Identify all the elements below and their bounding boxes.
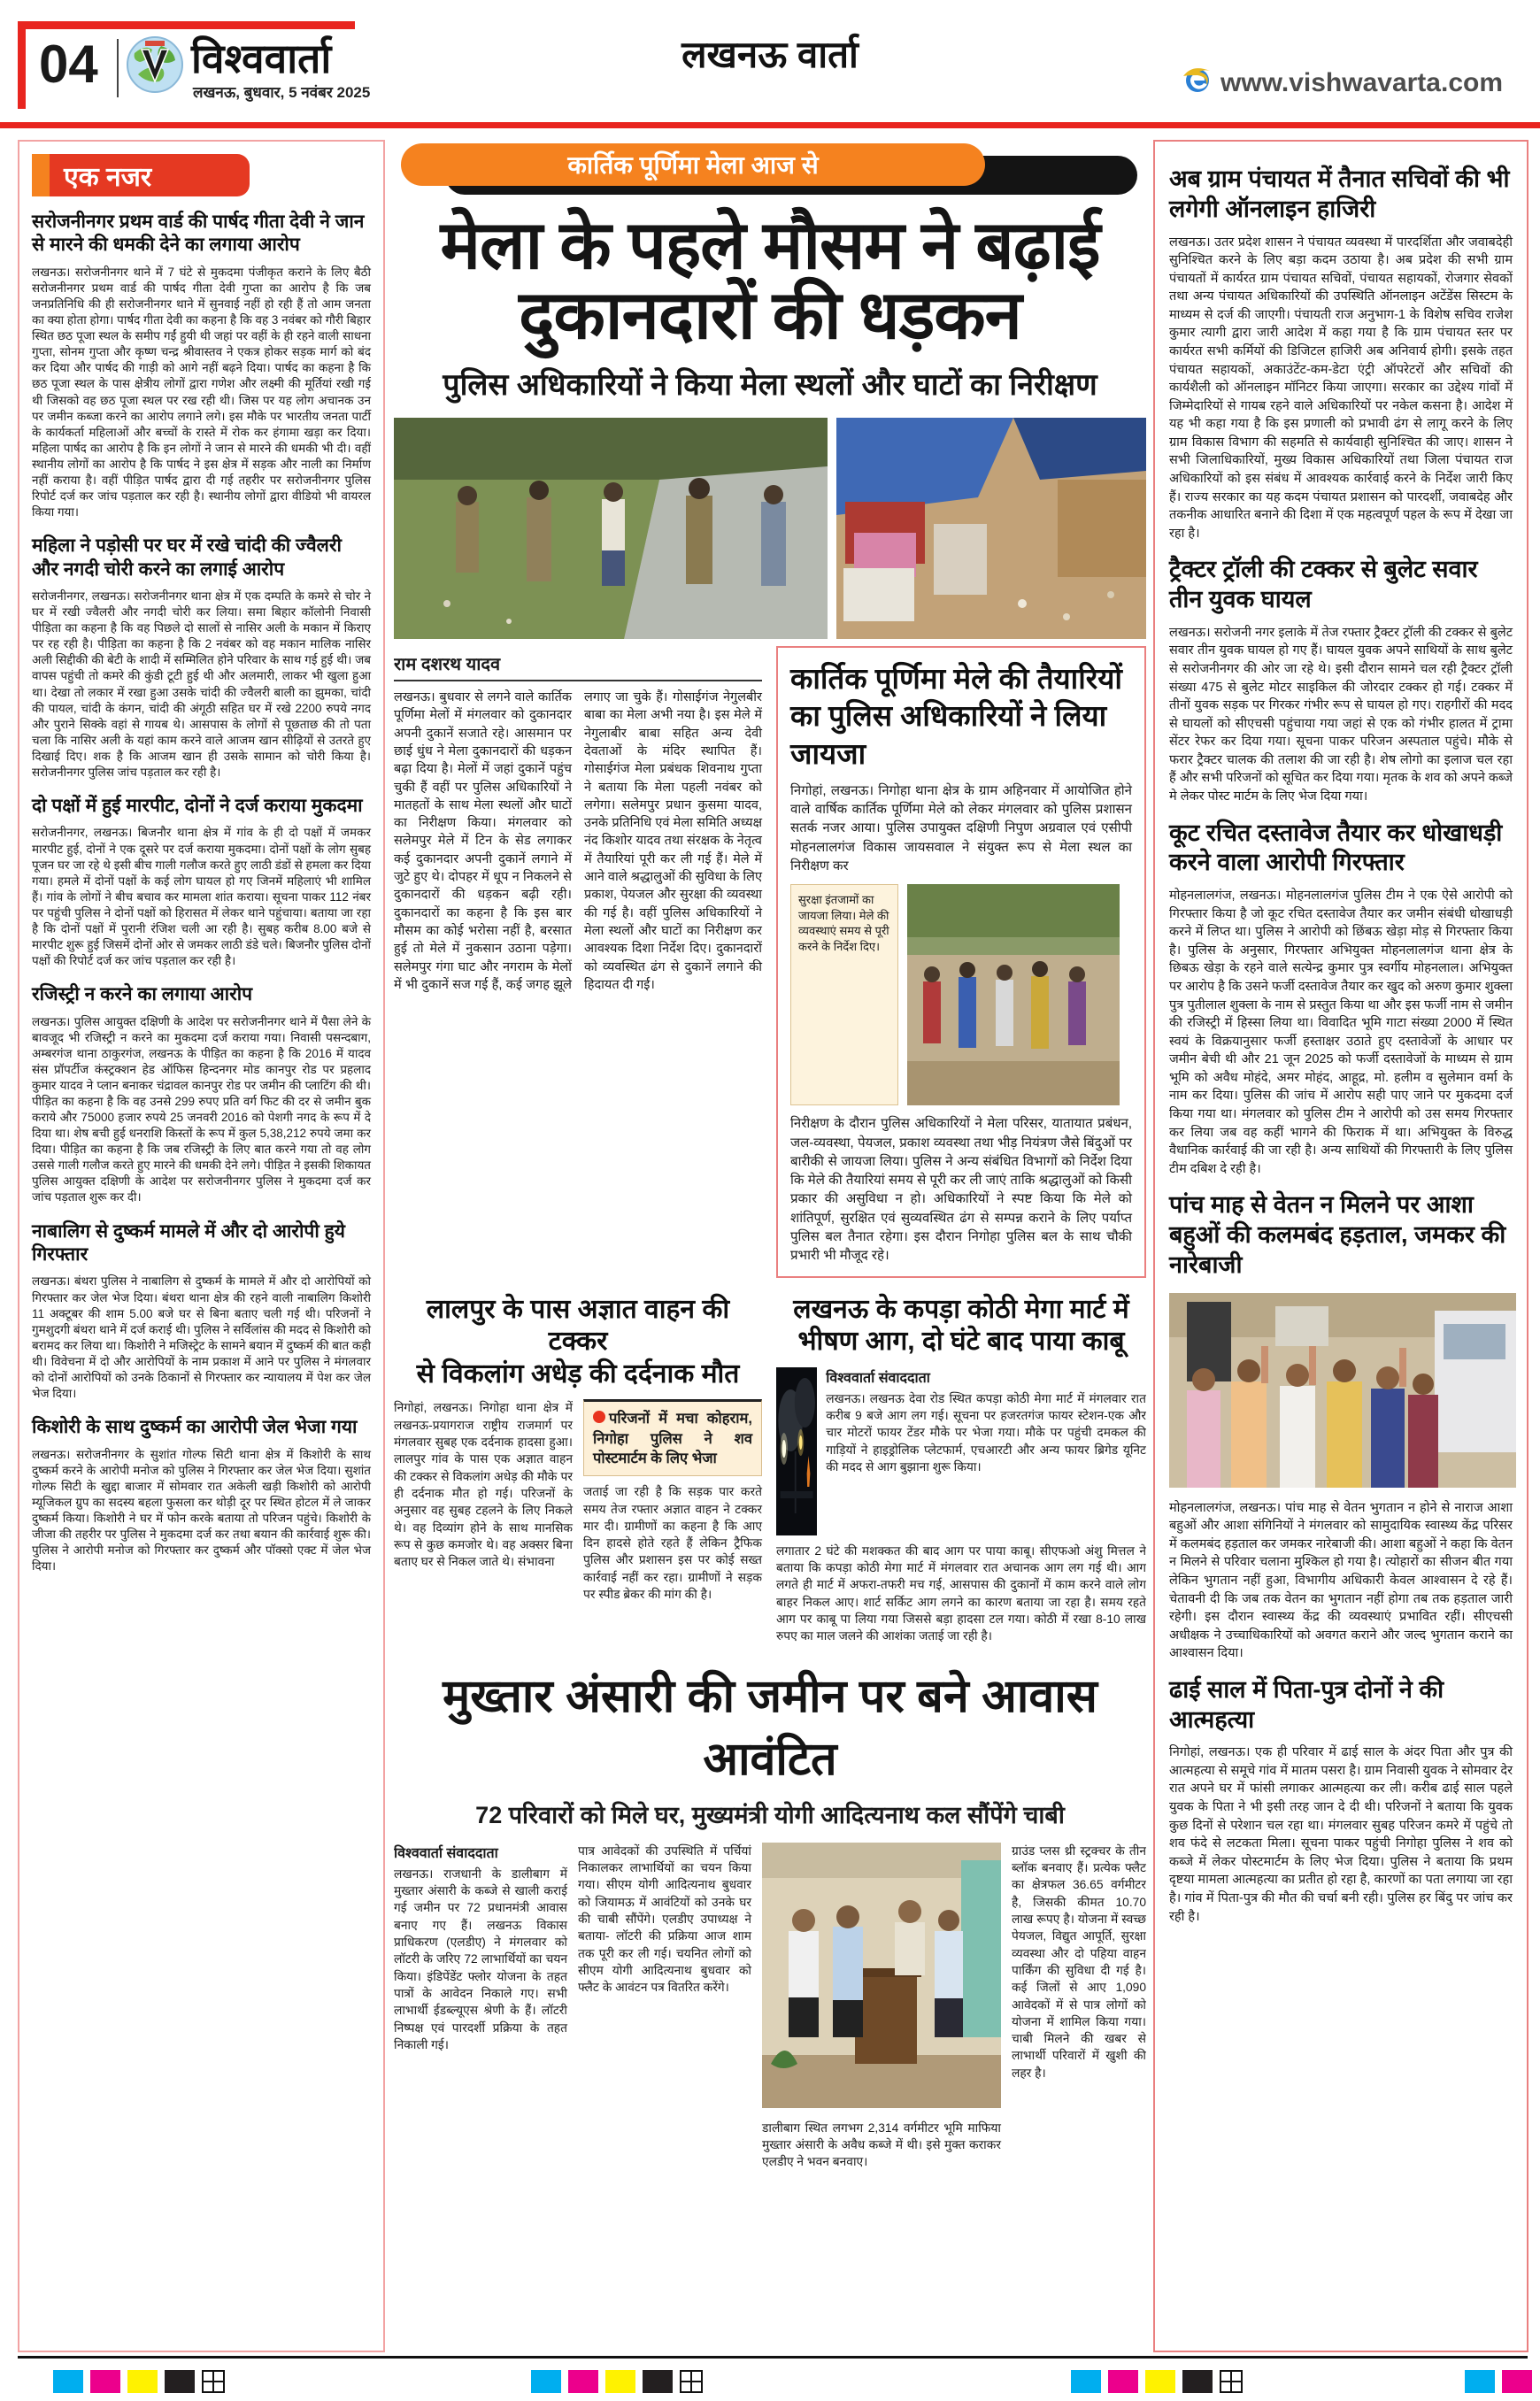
center-section: [394, 140, 1146, 2357]
mukhtar-story: [394, 1663, 1146, 2171]
mukhtar-col4: ग्राउंड प्लस थ्री स्ट्रक्चर के तीन ब्लॉक बनवाए हैं। प्रत्येक फ्लैट का क्षेत्रफल 36.65 वर्गमीटर है, जिसकी कीमत 10.70 लाख रूपए है। योजना में स्वच्छ पेयजल, विद्युत आपूर्ति, सुरक्षा व्यवस्था और दो पहिया वाहन पार्किंग की सुविधा दी गई है। कई जिलों से आए 1,090 आवेदकों में से पात्र लोगों को योजना में शामिल किया गया। चाबी मिलने की खबर से लाभार्थी परिवारों में खुशी की लहर है।: [1012, 1843, 1146, 2080]
edition-dateline: लखनऊ, बुधवार, 5 नवंबर 2025: [193, 84, 371, 101]
lalpur-headline: लालपुर के पास अज्ञात वाहन की टक्कर से विकलांग अधेड़ की दर्दनाक मौत: [416, 1294, 740, 1389]
lead-story-text: [394, 646, 762, 1278]
story-headline: ट्रैक्टर ट्रॉली की टक्कर से बुलेट सवार तीन युवक घायल: [1169, 556, 1478, 613]
story-headline: सरोजनीनगर प्रथम वार्ड की पार्षद गीता देवी ने जान से मारने की धमकी देने का लगाया आरोप: [32, 212, 365, 256]
vishwavarta-globe-logo: [126, 35, 184, 94]
story-body: निगोहां, लखनऊ। एक ही परिवार में ढाई साल के अंदर पिता और पुत्र की आत्महत्या से समूचे गांव में मातम पसरा है। ग्राम निवासी युवक ने सोमवार देर रात अपने घर में फांसी लगाकर आत्महत्या कर ली। करीब ढाई साल पहले युवक के पिता ने भी इसी तरह जान दे दी थी। परिजनों ने बताया कि युवक कुछ दिनों से परेशान चल रहा था। मंगलवार सुबह परिजन कमरे में पहुंचे तो शव फंदे से लटकता मिला। सूचना पाकर पहुंची निगोहा पुलिस ने शव को कब्जे में लेकर पोस्टमार्टम के लिए भेज दिया। पुलिस ने बताया कि प्रथम दृष्टया मामला आत्महत्या का प्रतीत हो रहा है, कारणों का पता लगाया जा रहा है। गांव में पिता-पुत्र की मौत की चर्चा बनी रही। पुलिस हर बिंदु पर जांच कर रही है।: [1169, 1745, 1513, 1924]
color-calibration-bar-partial: [1465, 2370, 1532, 2393]
yellow-patch: [1145, 2370, 1175, 2393]
lead-headline: मेला के पहले मौसम ने बढ़ाई दुकानदारों की धड़कन: [440, 208, 1100, 354]
bullet-dot-icon: [593, 1411, 605, 1423]
story-body: मोहनलालगंज, लखनऊ। मोहनलालगंज पुलिस टीम ने एक ऐसे आरोपी को गिरफ्तार किया है जो कूट रचित दस्तावेज तैयार कर जमीन संबंधी धोखाधड़ी करने में लिप्त था। पुलिस ने आरोपी को छिंबऊ खेड़ा मोड़ से गिरफ्तार किया है। पुलिस के अनुसार, गिरफ्तार अभियुक्त मोहनलालगंज थाना क्षेत्र के छिबऊ खेड़ा के रहने वाले सत्येन्द्र कुमार पुत्र स्वर्गीय मोहनलाल। अभियुक्त पर आरोप है कि उसने फर्जी दस्तावेज तैयार कर खुद को अरुण कुमार शुक्ला पुत्र पुतीलाल शुक्ला के नाम से प्रस्तुत किया था और इस फर्जी नाम से जमीन की रजिस्ट्री में हिस्सा लिया था। विवादित भूमि गाटा संख्या 2000 में स्थित स्वयं के विक्रयानुसार फर्जी हस्ताक्षर उठाते हुए दस्तावेजों के आधार पर जमीन बेची थी और 21 जून 2025 को फर्जी दस्तावेजों के माध्यम से ग्राम भूमि को अवैध मोहंदे, अमर मोहंद, आहूद्र, मो. हलीम व सुलेमान वर्मा के नाम कर दिया। पुलिस की जांच में आरोप सही पाए जाने पर मुकदमा दर्ज किया गया था। मंगलवार को पुलिस टीम ने आरोपी को उस समय गिरफ्तार कर लिया जब वह कहीं भागने की फिराक में था। अभियुक्त के विरुद्ध वैधानिक कार्रवाई की जा रही है। अन्य साथियों की गिरफ्तारी के लिए पुलिस टीम दबिश दे रही है।: [1169, 889, 1513, 1176]
jayja-inset-note: सुरक्षा इंतजामों का जायजा लिया। मेले की व्यवस्थाएं समय से पूरी करने के निर्देश दिए।: [790, 884, 898, 1105]
story-body: मोहनलालगंज, लखनऊ। पांच माह से वेतन भुगतान न होने से नाराज आशा बहुओं और आशा संगिनियों ने मंगलवार को सामुदायिक स्वास्थ्य केंद्र परिसर में कलमबंद हड़ताल कर जमकर नारेबाजी की। आशा बहुओं ने कहा कि वेतन न मिलने से परिवार चलाना मुश्किल हो गया है। त्योहारों का सीजन बीत गया लेकिन भुगतान नहीं हुआ, विभागीय अधिकारी केवल आश्वासन दे रहे हैं। चेतावनी दी कि जब तक वेतन का भुगतान नहीं होगा तब तक हड़ताल जारी रहेगी। इस दौरान स्वास्थ्य केंद्र की व्यवस्थाएं प्रभावित रहीं। सीएचसी अधीक्षक ने उच्चाधिकारियों को अवगत कराने और जल्द भुगतान कराने का आश्वासन दिया।: [1169, 1500, 1513, 1661]
fire-byline: विश्ववार्ता संवाददाता: [826, 1370, 930, 1386]
registration-mark: [202, 2370, 225, 2393]
photo-fire-night: [776, 1367, 817, 1535]
story-body: लखनऊ। पुलिस आयुक्त दक्षिणी के आदेश पर सरोजनीनगर थाने में पैसा लेने के बावजूद भी रजिस्ट्री न करने का मुकदमा दर्ज कराया गया। निवासी पसन्दबाग, अम्बरगंज थाना ठाकुरगंज, लखनऊ के पीड़ित का कहना है कि 2016 में यादव संस प्रॉपर्टीज कंस्ट्रक्शन हेड ऑफिस हिन्दनगर मोड कानपुर रोड पर प्रहलाद कुमार यादव ने प्लान बनाकर चंद्रावल कानपुर रोड पर जमीन की प्लाटिंग की थी। पीड़ित का कहना है कि वह उनसे 299 रुपए प्रति वर्ग फिट की दर से जमीन बुक कराये और 75000 हजार रुपये 25 जनवरी 2016 को पेशगी नगद के रूप में दे दिया था। शेष बची हुई धनराशि किस्तों के रूप में कुल 5,38,212 रुपये जमा कर दिया। पीड़ित का कहना है कि जब रजिस्ट्री के लिए बात करने गया तो वह लोग उससे गाली गलौज करते हुए मारने की धमकी देने लगे। पीड़ित ने इसकी शिकायत पुलिस आयुक्त दक्षिणी के आदेश पर सरोजनीनगर पुलिस ने मुकदमा दर्ज कर जांच पड़ताल शुरू कर दी।: [32, 1014, 371, 1204]
story-body: लखनऊ। बंथरा पुलिस ने नाबालिग से दुष्कर्म के मामले में और दो आरोपियों को गिरफ्तार कर जेल भेज दिया। बंथरा थाना क्षेत्र की रहने वाली नाबालिग किशोरी 11 अक्टूबर की शाम 5.00 बजे घर से बिना बताए चली गई थी। परिजनों ने गुमशुदगी बंथरा थाने में दर्ज कराई थी। पुलिस ने सर्विलांस की मदद से किशोरी को बरामद कर लिया था। किशोरी ने मजिस्ट्रेट के सामने बयान में दुष्कर्म की बात कही थी। विवेचना में दो और आरोपियों के नाम प्रकाश में आने पर पुलिस ने मंगलवार को दोनों आरोपियों को उनके ठिकानों से गिरफ्तार कर न्यायालय में पेश कर जेल भेज दिया।: [32, 1274, 371, 1400]
color-calibration-bar: [1071, 2370, 1243, 2393]
right-story: [1169, 819, 1513, 1179]
mukhtar-byline: विश्ववार्ता संवाददाता: [394, 1845, 498, 1861]
black-patch: [165, 2370, 195, 2393]
right-story: [1169, 555, 1513, 805]
yellow-patch: [605, 2370, 635, 2393]
jayja-story-box: [776, 646, 1146, 1278]
story-headline: अब ग्राम पंचायत में तैनात सचिवों की भी लगेगी ऑनलाइन हाजिरी: [1169, 165, 1510, 222]
website-url: www.vishwavarta.com: [1182, 64, 1503, 103]
section-title: लखनऊ वार्ता: [681, 34, 859, 75]
story-headline: पांच माह से वेतन न मिलने पर आशा बहुओं की कलमबंद हड़ताल, जमकर की नारेबाजी: [1169, 1191, 1506, 1278]
sidebar-story: [32, 1220, 371, 1403]
color-calibration-bar: [53, 2370, 225, 2393]
photo-asha-protest: [1169, 1293, 1516, 1488]
jayja-headline: कार्तिक पूर्णिमा मेले की तैयारियों का पुलिस अधिकारियों ने लिया जायजा: [790, 662, 1122, 770]
jayja-body-top: निगोहां, लखनऊ। निगोहा थाना क्षेत्र के ग्राम अहिनवार में आयोजित होने वाले वार्षिक कार्तिक पूर्णिमा मेले को लेकर मंगलवार को पुलिस प्रशासन सतर्क नजर आया। पुलिस उपायुक्त दक्षिणी निपुण अग्रवाल एवं एसीपी मोहनलालगंज विकास जायसवाल ने संयुक्त रूप से मेला स्थल का निरीक्षण कर: [790, 782, 1132, 873]
lalpur-story: [394, 1294, 762, 1645]
lead-photos: [394, 418, 1146, 639]
photo-jayja-procession: [907, 884, 1120, 1105]
masthead-rule: [0, 122, 1540, 128]
magenta-patch: [1502, 2370, 1532, 2393]
story-body: लखनऊ। सरोजनीनगर के सुशांत गोल्फ सिटी थाना क्षेत्र में किशोरी के साथ दुष्कर्म करने के आरोपी मनोज को पुलिस ने गिरफ्तार कर जेल भेज दिया। सुशांत गोल्फ सिटी के खुद्दा बाजार में सोमवार रात अकेली खड़ी किशोरी को आरोपी म्यूजिकल ग्रुप का सदस्य बहला फुसला कर थोड़ी दूर पर स्थित होटल में ले जाकर दुष्कर्म किया। किशोरी ने घर में फोन करके बताया तो परिजन पहुंचे। किशोरी के जीजा की तहरीर पर पुलिस ने मुकदमा दर्ज कर तथा बयान की कार्रवाई शुरू की। पुलिस ने आरोपी मनोज को गिरफ्तार कर दुष्कर्म और पॉक्सो एक्ट में जेल भेज दिया।: [32, 1447, 371, 1574]
cyan-patch: [53, 2370, 83, 2393]
lalpur-highlight-box: परिजनों में मचा कोहराम, निगोहा पुलिस ने शव पोस्टमार्टम के लिए भेजा: [583, 1399, 762, 1476]
mukhtar-under-photo: डालीबाग स्थित लगभग 2,314 वर्गमीटर भूमि माफिया मुख्तार अंसारी के अवैध कब्जे में थी। इसे मुक्त कराकर एलडीए ने भवन बनवाए।: [762, 2120, 1001, 2169]
mukhtar-subhead: 72 परिवारों को मिले घर, मुख्यमंत्री योगी आदित्यनाथ कल सौंपेंगे चाबी: [475, 1801, 1065, 1828]
story-body: सरोजनीनगर, लखनऊ। बिजनौर थाना क्षेत्र में गांव के ही दो पक्षों में जमकर मारपीट हुई, दोनों ने एक दूसरे पर दर्ज कराया मुकदमा। दोनों पक्षों के लोग सुबह पूजन घर जा रहे थे इसी बीच गाली गलौज करते हुए लाठी डंडों से हमला कर दिया गया। हमले में दोनों पक्षों के कई लोग घायल हो गए जिनमें महिलाएं भी शामिल हैं। गांव के लोगों ने बीच बचाव कर मामला शांत कराया। सूचना पाकर 112 नंबर पर पहुंची पुलिस ने दोनों पक्षों को हिरासत में लेकर थाने पहुंचाया। बताया जा रहा है कि दोनों पक्षों में पुरानी रंजिश चली आ रही है। सुबह करीब 8.00 बजे से मारपीट शुरू हुई जिसमें दोनों ओर से जमकर लाठी डंडे चले। बिजनौर पुलिस दोनों पक्षों की रिपोर्ट दर्ज कर जांच पड़ताल कर रही है।: [32, 826, 371, 968]
lead-body-col1: लखनऊ। बुधवार से लगने वाले कार्तिक पूर्णिमा मेलों में मंगलवार को दुकानदार अपनी दुकानें सजाते रहे। आसमान पर छाई धुंध ने मेला दुकानदारों की धड़कन बढ़ा दिया है। मेलों में जहां दुकानें पहुंच चुकी हैं वहीं पर पुलिस अधिकारियों ने मातहतों के साथ मेला स्थलों और घाटों का निरीक्षण किया। मंगलवार को सलेमपुर मेले में टिन के सेड लगाकर कई दुकानदार अपनी दुकानें लगाने में जुटे हुए थे। दोपहर में धूप न निकलने से दुकानदारों की धड़कन बढ़ी रही। दुकानदारों का कहना है कि इस बार मौसम का कोई भरोसा नहीं है, बरसात हुई तो मेले में नुकसान उठाना पड़ेगा। सलेमपुर गंगा घाट और नगराम के मेलों में भी दुकानें सज गई हैं, कई जगह झूले लगाए जा चुके हैं।: [394, 690, 668, 992]
story-headline: कूट रचित दस्तावेज तैयार कर धोखाधड़ी करने वाला आरोपी गिरफ्तार: [1169, 819, 1503, 876]
right-column: [1153, 140, 1528, 2352]
mukhtar-headline: मुख्तार अंसारी की जमीन पर बने आवास आवंटित: [443, 1670, 1097, 1785]
photo-mela-stalls: [836, 418, 1146, 639]
story-body: लखनऊ। उतर प्रदेश शासन ने पंचायत व्यवस्था में पारदर्शिता और जवाबदेही सुनिश्चित करने के लिए बड़ा कदम उठाया है। अब प्रदेश की सभी ग्राम पंचायतों में कार्यरत ग्राम पंचायत सचिवों, पंचायत सहायकों, रोजगार सेवकों तथा अन्य पंचायत अधिकारियों की उपस्थिति ऑनलाइन अटेंडेंस सिस्टम के माध्यम से दर्ज की जाएगी। पंचायती राज अनुभाग-1 के विशेष सचिव राजेश कुमार त्यागी द्वारा जारी आदेश में कहा गया है कि ग्राम पंचायत स्तर पर कार्यरत सभी कर्मियों की डिजिटल हाजिरी अब अनिवार्य होगी। इसके तहत पंचायत सहायकों, अकाउंटेंट-कम-डेटा एंट्री ऑपरेटरों और सचिवों की कार्यशैली को ऑनलाइन मॉनिटर किया जाएगा। सरकार का उद्देश्य गांवों में जिम्मेदारियों से गायब रहने वाले अधिकारियों पर नकेल कसना है। आदेश में यह भी कहा गया है कि इस प्रणाली को प्रभावी ढंग से लागू करने के लिए ग्राम विकास विभाग की सहमति से कार्यवाही सुनिश्चित की जाए। शासन ने सभी जिलाधिकारियों, मुख्य विकास अधिकारियों तथा जिला पंचायत राज अधिकारियों को इस संबंध में आवश्यक कार्रवाई करने के निर्देश जारी किए हैं। राज्य सरकार का यह कदम पंचायत प्रशासन को पारदर्शी, जवाबदेह और तकनीक आधारित बनाने की दिशा में एक महत्वपूर्ण पहल के रूप में देखा जा रहा है।: [1169, 235, 1513, 541]
right-story: [1169, 165, 1513, 543]
ek-nazar-label: एक नजर: [32, 154, 371, 196]
internet-explorer-icon: [1182, 64, 1213, 103]
lead-byline: राम दशरथ यादव: [394, 646, 762, 681]
cyan-patch: [1071, 2370, 1101, 2393]
mukhtar-col2: पात्र आवेदकों की उपस्थिति में पर्चियां निकालकर लाभार्थियों का चयन किया गया। सीएम योगी आदित्यनाथ बुधवार को जियामऊ में आवंटियों को उनके घर की चाबी सौंपेंगे। एलडीए उपाध्यक्ष ने बताया- लॉटरी की प्रक्रिया आज शाम तक पूरी कर ली गई। चयनित लोगों को सीएम योगी आदित्यनाथ बुधवार को फ्लैट के आवंटन पत्र वितरित करेंगे।: [578, 1843, 751, 1995]
sidebar-story: [32, 983, 371, 1205]
registration-mark: [1220, 2370, 1243, 2393]
masthead-divider: [117, 39, 119, 97]
magenta-patch: [1108, 2370, 1138, 2393]
sidebar-ek-nazar: [18, 140, 385, 2352]
magenta-patch: [90, 2370, 120, 2393]
story-headline: दो पक्षों में हुई मारपीट, दोनों ने दर्ज कराया मुकदमा: [32, 796, 363, 816]
fire-headline: लखनऊ के कपड़ा कोठी मेगा मार्ट में भीषण आग, दो घंटे बाद पाया काबू: [793, 1294, 1129, 1357]
story-headline: रजिस्ट्री न करने का लगाया आरोप: [32, 984, 253, 1005]
right-story: [1169, 1675, 1513, 1926]
yellow-patch: [127, 2370, 158, 2393]
cyan-patch: [531, 2370, 561, 2393]
registration-mark: [680, 2370, 703, 2393]
sidebar-story: [32, 211, 371, 520]
story-body: लखनऊ। सरोजनीनगर थाने में 7 घंटे से मुकदमा पंजीकृत कराने के लिए बैठी सरोजनीनगर प्रथम वार्ड की पार्षद गीता देवी गुप्ता का आरोप है कि जब जनप्रतिनिधि की ही सरोजनीनगर थाने में सुनवाई नहीं हो रही हैं तो आम जनता का क्या होता होगा। पार्षद गीता देवी का कहना है कि वह 3 नवंबर को गौरी बिहार स्थित छठ पूजा स्थल के समीप गईं हुयी थी जहां पर वहीं के ही रहने वाली साधना गुप्ता, सोनम गुप्ता और कृष्ण चन्द्र श्रीवास्तव ने एकत्र होकर सड़क मार्ग को बंद कर दिया और पार्षद की गाड़ी को आगे नहीं बढ़ने दिया। पार्षद का कहना है कि छठ पूजा स्थल के पास क्षेत्रीय लोगों द्वारा गणेश और लक्ष्मी की मूर्तियां रखी गई थी जिसको वह छठ पूजा स्थल पर रख रही थी। जिस पर यह लोग अचानक उन पर जमीन कब्जा करने का आरोप लगाने लगे। इस मौके पर भारतीय जनता पार्टी के कार्यकर्ता महिलाओं और बच्चों के रास्ते में रोक कर हंगामा खड़ा कर दिया। महिला पार्षद का आरोप है कि इन लोगों ने जान से मारने की धमकी भी दी। वहीं स्थानीय लोगों का आरोप है कि पार्षद ने इस क्षेत्र में सड़क और नाली का निर्माण नहीं कराया है। वहीं पीड़ित पार्षद द्वारा दी गई तहरीर पर सरोजनीनगर पुलिस रिपोर्ट दर्ज कर जांच पड़ताल कर रही है। स्थानीय लोगों द्वारा वीडियो भी वायरल किया गया।: [32, 265, 371, 519]
story-headline: महिला ने पड़ोसी पर घर में रखे चांदी की ज्वैलरी और नगदी चोरी करने का लगाई आरोप: [32, 535, 342, 580]
mukhtar-col1: विश्ववार्ता संवाददाता लखनऊ। राजधानी के डालीबाग में मुख्तार अंसारी के कब्जे से खाली कराई गई जमीन पर 72 प्रधानमंत्री आवास बनाए गए हैं। लखनऊ विकास प्राधिकरण (एलडीए) ने मंगलवार को लॉटरी के जरिए 72 लाभार्थियों का चयन किया। इंडिपेंडेंट फ्लोर योजना के तहत पात्रों के आवेदन निकाले गए। सभी लाभार्थी ईडब्ल्यूएस श्रेणी के हैं। लॉटरी निष्पक्ष एवं पारदर्शी प्रक्रिया के तहत निकाली गई।: [394, 1843, 567, 2171]
story-headline: किशोरी के साथ दुष्कर्म का आरोपी जेल भेजा गया: [32, 1417, 358, 1438]
lalpur-body-col1: निगोहां, लखनऊ। निगोहा थाना क्षेत्र में लखनऊ-प्रयागराज राष्ट्रीय राजमार्ग पर मंगलवार सुबह एक दर्दनाक हादसा हुआ। लालपुर गांव के पास एक अज्ञात वाहन की टक्कर से विकलांग अधेड़ की मौके पर ही दर्दनाक मौत हो गई। परिजनों के अनुसार वह सुबह टहलने के लिए निकले थे। वह दिव्यांग होने के साथ मानसिक रूप से कुछ कमजोर थे। वह अक्सर बिना बताए घर से निकल जाते थे। संभावना: [394, 1401, 573, 1569]
lalpur-col2: [583, 1399, 762, 1603]
story-body: लखनऊ। सरोजनी नगर इलाके में तेज रफ्तार ट्रैक्टर ट्रॉली की टक्कर से बुलेट सवार तीन युवक घायल हो गए हैं। घायल युवक अपने साथियों के साथ बुलेट से सरोजनीनगर की ओर जा रहे थे। इसी दौरान सामने चल रही ट्रैक्टर ट्रॉली संख्या 475 से बुलेट मोटर साइकिल की जोरदार टक्कर हो गई। टक्कर में तीनों युवक सड़क पर गिरकर गंभीर रूप से घायल हो गए। राहगीरों की मदद से घायलों को सीएचसी पहुंचाया गया जहां से एक को गंभीर हालत में ट्रामा सेंटर रेफर कर दिया गया। सूचना पाकर परिजन अस्पताल पहुंचे। मौके से फरार ट्रैक्टर चालक की तलाश की जा रही है। शेष लोगो का इलाज चल रहा हैं और सभी परिजनों को सूचित कर दिया गया। मृतक के शव को अपने कब्जे मे लेकर पोस्ट मार्टम के लिए भेज दिया गया।: [1169, 625, 1513, 804]
story-body: सरोजनीनगर, लखनऊ। सरोजनीनगर थाना क्षेत्र में एक दम्पति के कमरे से चोर ने घर में रखी ज्वैलरी और नगदी चोरी कर लिया। समा बिहार कॉलोनी निवासी पीड़िता का कहना है कि वह पिछले दो सालों से नासिर अली के मकान में किराए पर रह रही है। पीड़िता का कहना है कि 2 नवंबर को वह मकान मालिक नासिर अली सिद्दीकी की बेटी के शादी में सम्मिलित होने परिवार के साथ गई हुई थी। जब वापस पहुंची तो कमरे की कुंडी टूटी हुई थी और अलमारी, लाकर भी खुला हुआ था। देखा तो लकार में रखा हुआ उसके चांदी की ज्वैलरी बाली का झुमका, चांदी की पायल, चांदी के कंगन, चांदी की अंगूठी सहित घर में रखे 2200 रुपये नगद और पुराने सिक्के वहां से गायब थे। आसपास के लोगों से पूछताछ की तो पता चला कि नासिर अली के यहां काम करने वाले आजम खान सीढ़ियों से उतरते हुए दिखाई दिए। शक है कि आजम खान ही उसके सामान को चोरी किया है। सरोजनीनगर पुलिस जांच पड़ताल कर रही है।: [32, 589, 371, 779]
paper-name: विश्ववार्ता: [191, 35, 332, 81]
story-headline: नाबालिग से दुष्कर्म मामले में और दो आरोपी हुये गिरफ्तार: [32, 1220, 345, 1265]
ek-nazar-orange-tab: [32, 154, 50, 196]
fire-story: [776, 1294, 1146, 1645]
lead-subhead: पुलिस अधिकारियों ने किया मेला स्थलों और घाटों का निरीक्षण: [443, 368, 1097, 403]
mukhtar-photo-col: [762, 1843, 1001, 2171]
fire-body-bottom: लगातार 2 घंटे की मशक्कत की बाद आग पर पाया काबू। सीएफओ अंशु मित्तल ने बताया कि कपड़ा कोठी मेगा मार्ट में मंगलवार रात अचानक आग लग गई थी। आग लगते ही मार्ट में अफरा-तफरी मच गई, आसपास की दुकानों में काम करने वाले लोग बाहर निकल आए। शार्ट सर्किट आग लगने का कारण बताया जा रहा है। समय रहते आग पर काबू पा लिया गया जिससे बड़ा हादसा टल गया। कोठी में रखा 8-10 लाख रुपए का माल जलने की आशंका जताई जा रही है।: [776, 1543, 1146, 1643]
sidebar-story: [32, 795, 371, 969]
right-story: [1169, 1190, 1513, 1662]
lead-body-col2: गोसाईगंज नेगुलबीर बाबा का मेला अभी नया है। इस मेले में नेगुलाबीर बाबा सहित अन्य देवी देवताओं के मंदिर स्थापित हैं। गोसाईगंज मेला प्रबंधक शिवनाथ गुप्ता ने बताया कि मेला पहली नवंबर को लगेगा। सलेमपुर प्रधान कुसमा यादव, उनके प्रतिनिधि एवं मेला समिति अध्यक्ष नंद किशोर यादव तथा संरक्षक के नेतृत्व में तैयारियां पूरी कर ली गई हैं। मेले में आने वाले श्रद्धालुओं की सुविधा के लिए प्रकाश, पेयजल और सुरक्षा की व्यवस्था की गई है। वहीं पुलिस अधिकारियों ने मेला स्थलों और घाटों का निरीक्षण कर आवश्यक दिशा निर्देश दिए। दुकानदारों को व्यवस्थित ढंग से दुकानें लगाने की हिदायत दी गई।: [584, 690, 762, 992]
jayja-body-bottom: निरीक्षण के दौरान पुलिस अधिकारियों ने मेला परिसर, यातायात प्रबंधन, जल-व्यवस्था, पेयजल, प्रकाश व्यवस्था तथा भीड़ नियंत्रण जैसे बिंदुओं पर बारीकी से जायजा लिया। पुलिस ने अन्य संबंधित विभागों को निर्देश दिया कि मेले की तैयारियां समय से पूरी कर ली जाएं ताकि श्रद्धालुओं को किसी प्रकार की असुविधा न हो। अधिकारियों ने स्पष्ट किया कि मेले को शांतिपूर्ण, सुरक्षित एवं सुव्यवस्थित ढंग से सम्पन्न कराने के लिए पर्याप्त पुलिस बल तैनात रहेगा। इस दौरान निगोहा पुलिस बल के साथ चौकी प्रभारी भी मौजूद रहे।: [790, 1116, 1132, 1264]
sidebar-story: [32, 1416, 371, 1574]
story-headline: ढाई साल में पिता-पुत्र दोनों ने की आत्महत्या: [1169, 1675, 1444, 1733]
kicker-banner: कार्तिक पूर्णिमा मेला आज से: [394, 140, 1146, 198]
page-number: 04: [39, 35, 98, 94]
color-calibration-bar: [531, 2370, 703, 2393]
photo-ghat-inspection: [394, 418, 828, 639]
sidebar-story: [32, 535, 371, 781]
black-patch: [643, 2370, 673, 2393]
black-patch: [1182, 2370, 1213, 2393]
lalpur-body-col2: जताई जा रही है कि सड़क पार करते समय तेज रफ्तार अज्ञात वाहन ने टक्कर मार दी। ग्रामीणों का कहना है कि आए दिन हादसे होते रहते हैं लेकिन ट्रैफिक पुलिस और प्रशासन इस पर कोई सख्त कार्रवाई नहीं कर रहा। ग्रामीणों ने सड़क पर स्पीड ब्रेकर की मांग की है।: [583, 1485, 762, 1602]
cyan-patch: [1465, 2370, 1495, 2393]
magenta-patch: [568, 2370, 598, 2393]
fire-body-right: लखनऊ। लखनऊ देवा रोड स्थित कपड़ा कोठी मेगा मार्ट में मंगलवार रात करीब 9 बजे आग लग गई। सूचना पर हजरतगंज फायर स्टेशन-एक और चार मोटरों फायर टेंडर मौके पर भेजा गया। मौके पर पहुंची दमकल की गाड़ियों ने हाइड्रोलिक प्लेटफार्म, एचआरटी और अन्य फायर ब्रिगेड यूनिट की मदद से आग बुझाना शुरू किया।: [826, 1391, 1146, 1474]
photo-allotment-event: [762, 1843, 1001, 2108]
bottom-rule: [18, 2356, 1528, 2359]
